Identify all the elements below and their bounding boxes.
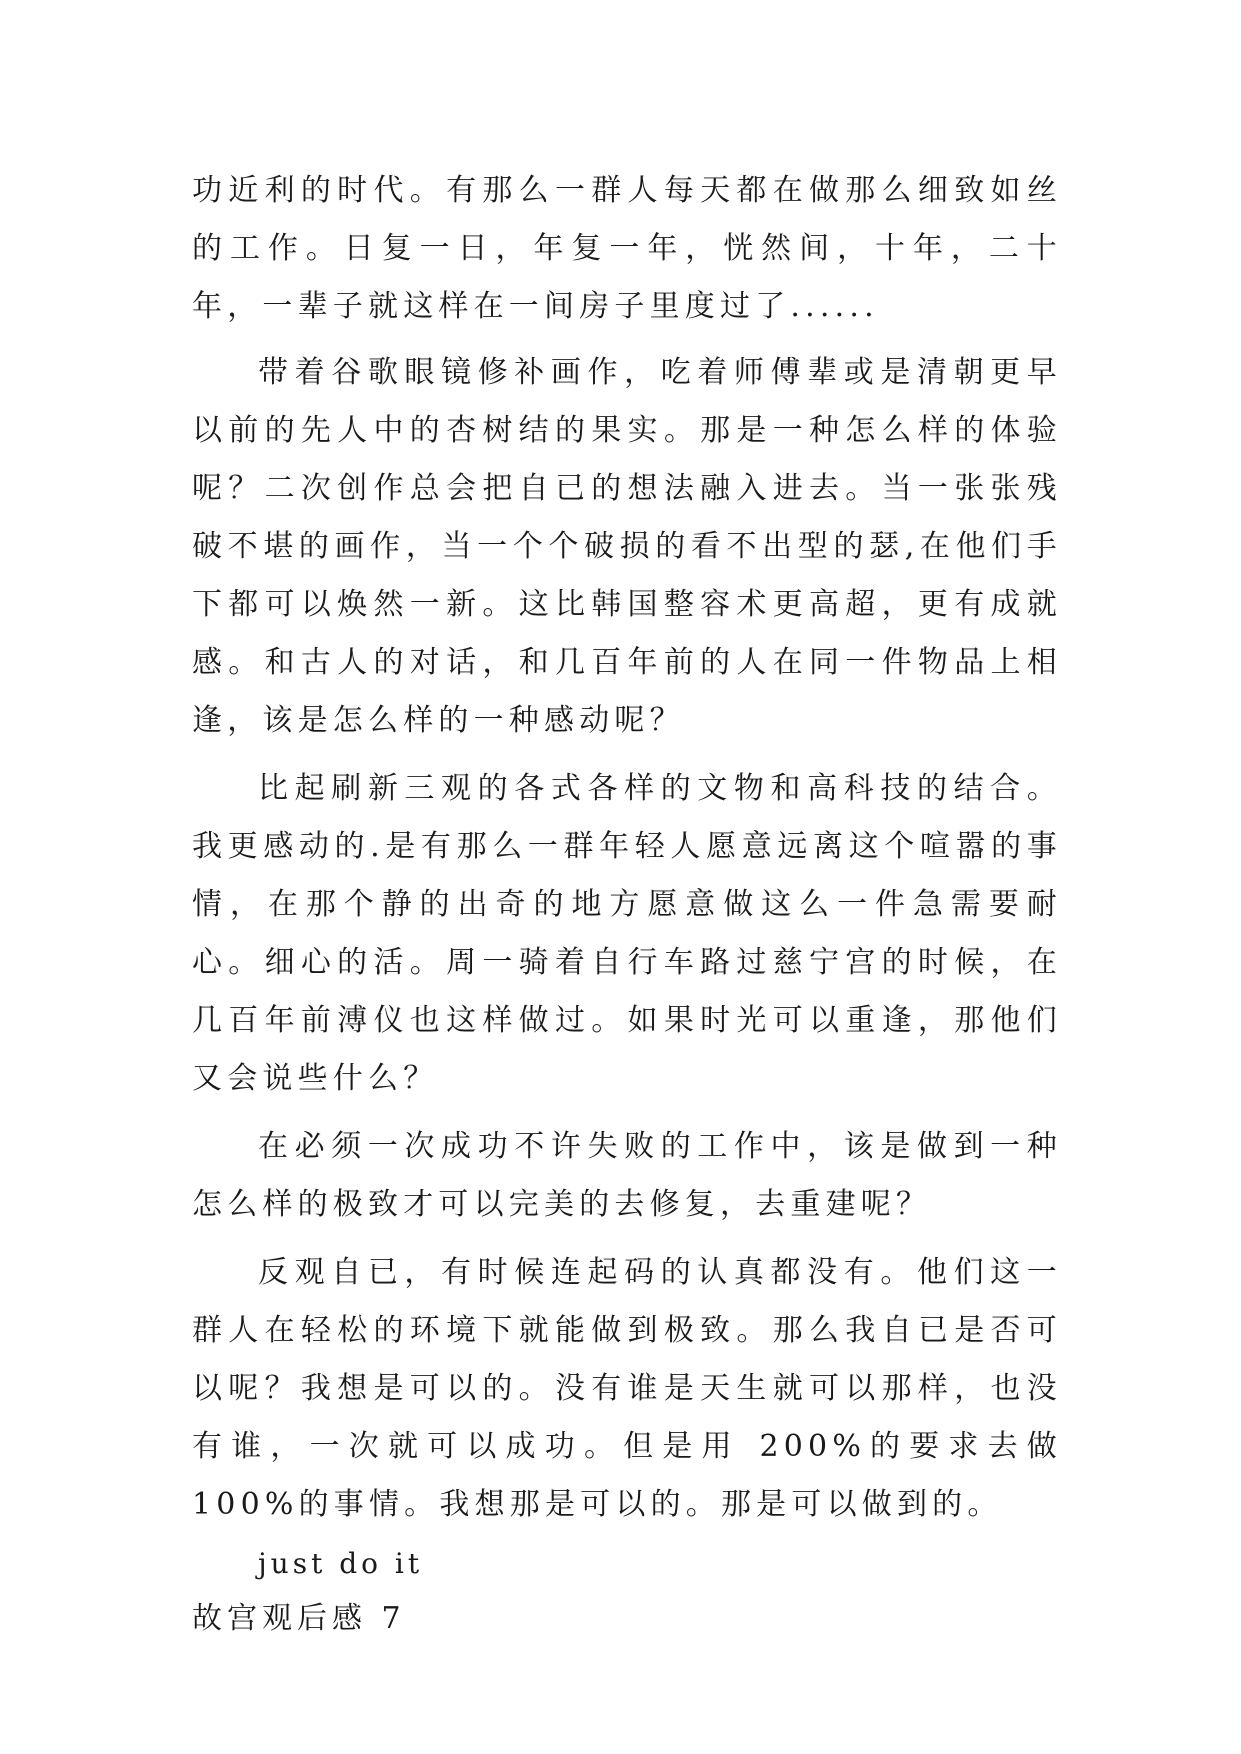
paragraph-1: 功近利的时代。有那么一群人每天都在做那么细致如丝的工作。日复一日，年复一年，恍然间，十年，二十年，一辈子就这样在一间房子里度过了...... (192, 173, 1062, 324)
section-heading: 故宫观后感 7 (192, 1601, 406, 1636)
paragraph-2: 带着谷歌眼镜修补画作，吃着师傅辈或是清朝更早以前的先人中的杏树结的果实。那是一种怎么样的体验呢？二次创作总会把自已的想法融入进去。当一张张残破不堪的画作，当一个个破损的看不出型的瑟,在他们手下都可以焕然一新。这比韩国整容术更高超，更有成就感。和古人的对话，和几百年前的人在同一件物品上相逢，该是怎么样的一种感动呢？ (192, 355, 1062, 738)
slogan-text: just do it (258, 1547, 424, 1580)
paragraph-3: 比起刷新三观的各式各样的文物和高科技的结合。我更感动的.是有那么一群年轻人愿意远离这个喧嚣的事情，在那个静的出奇的地方愿意做这么一件急需要耐心。细心的活。周一骑着自行车路过慈宁宫的时候，在几百年前溥仪也这样做过。如果时光可以重逢，那他们又会说些什么？ (192, 771, 1062, 1096)
paragraph-5: 反观自已，有时候连起码的认真都没有。他们这一群人在轻松的环境下就能做到极致。那么我自已是否可以呢？我想是可以的。没有谁是天生就可以那样，也没有谁，一次就可以成功。但是用 200%的要求去做 100%的事情。我想那是可以的。那是可以做到的。 (192, 1255, 1062, 1522)
document-body (192, 162, 1062, 1640)
paragraph-4: 在必须一次成功不许失败的工作中，该是做到一种怎么样的极致才可以完美的去修复，去重建呢？ (192, 1129, 1062, 1222)
